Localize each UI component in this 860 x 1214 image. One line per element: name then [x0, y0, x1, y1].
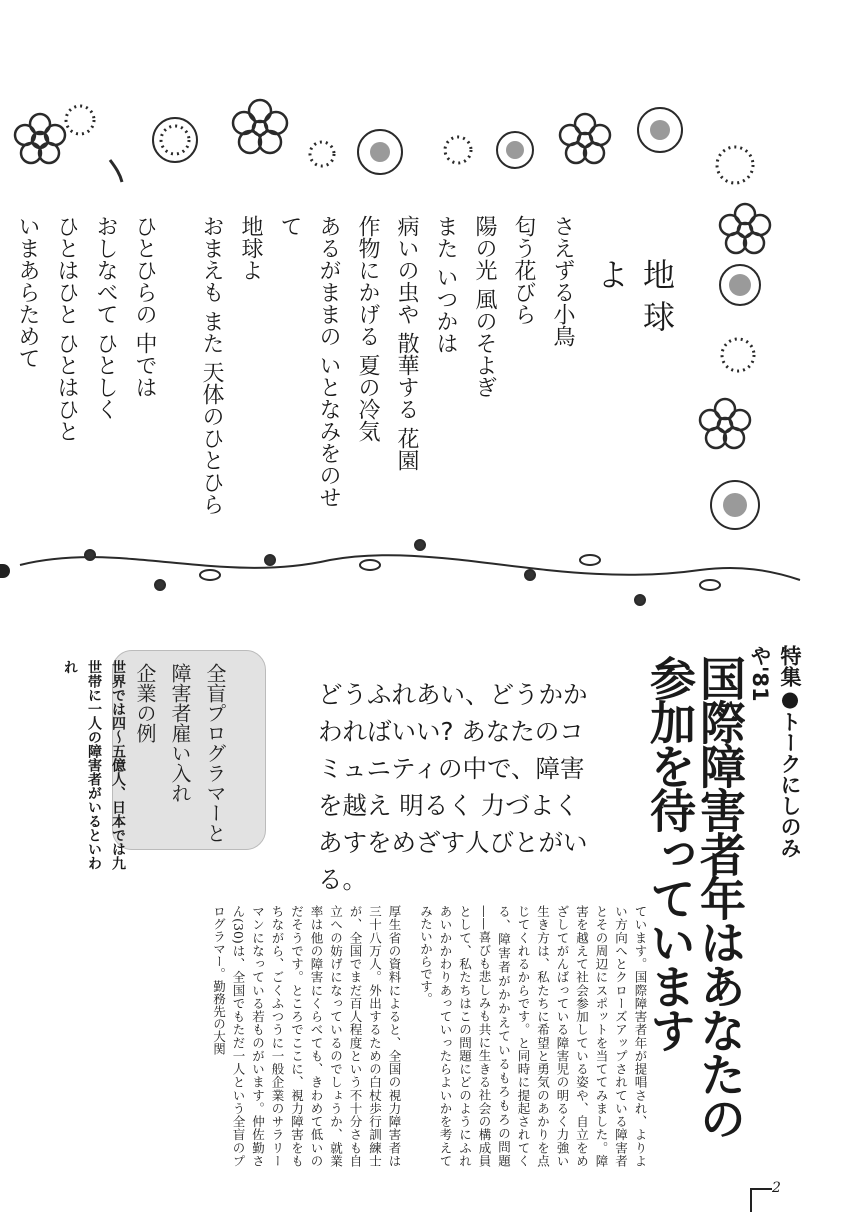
handwritten-caption-box — [112, 650, 266, 850]
berry-icon — [415, 540, 425, 550]
leaf-icon — [200, 570, 220, 580]
vine-line — [20, 555, 800, 580]
title-line: 国際障害者年はあなたの — [693, 655, 747, 1139]
feature-label: 特集●トークにしのみや'81 — [748, 645, 802, 858]
poem-stanza-2 — [8, 215, 164, 515]
poem-line: 陽の光 風のそよぎ — [472, 215, 497, 398]
leaf-icon — [110, 160, 122, 182]
title-line: 参加を待っています — [643, 655, 697, 1051]
poem-line: さえずる小鳥 — [550, 215, 575, 347]
flower-icon — [720, 265, 760, 305]
flower-icon — [720, 204, 770, 253]
article-body — [30, 905, 650, 1167]
leaf-icon — [700, 580, 720, 590]
poem-line: あるがままの いとなみをのせて — [277, 215, 341, 508]
poem-line: 病いの虫や 散華する 花園 — [394, 215, 419, 471]
bottom-vine-row — [20, 540, 800, 605]
berry-icon — [525, 570, 535, 580]
page-number: 2 — [772, 1180, 781, 1196]
flower-icon — [358, 130, 402, 174]
side-note-line: 世界では四〜五億人、日本では九 — [110, 660, 126, 870]
berry-icon — [265, 555, 275, 565]
handwritten-caption — [127, 663, 232, 843]
caption-line: 障害者雇い入れ — [168, 663, 192, 803]
poem-line: いまあらためて — [15, 215, 40, 369]
berry-icon — [155, 580, 165, 590]
flower-icon — [638, 108, 682, 152]
side-note — [58, 660, 130, 870]
page-corner-mark — [750, 1188, 772, 1212]
caption-line: 全盲プログラマーと — [203, 663, 227, 843]
poem-line: 作物にかげる 夏の冷気 — [355, 215, 380, 442]
flower-icon — [497, 132, 533, 168]
side-note-line: 世帯に一人の障害者がいるといわれ — [62, 660, 102, 870]
poem-line: 地球よ — [238, 215, 263, 281]
lead-paragraph: どうふれあい、どうかかわればいい? あなたのコミュニティの中で、障害を越え 明るく 力づよく あすをめざす人びとがいる。 — [318, 680, 588, 894]
poem-line: ひとひらの 中では — [132, 215, 157, 398]
dotted-circle-icon — [717, 147, 753, 183]
berry-icon — [635, 595, 645, 605]
flower-icon — [560, 114, 610, 163]
caption-line: 企業の例 — [133, 663, 157, 743]
poem-line: おしなべて ひとしく — [93, 215, 118, 420]
poem-line: ひとはひと ひとはひと — [54, 215, 79, 442]
poem-stanza-1 — [192, 215, 582, 515]
poem-line: おまえも また 天体のひとひら — [199, 215, 224, 515]
body-paragraph: ています。国際障害者年が提唱され、よりよい方向へとクローズアップされている障害者とその周辺にスポットを当ててみました。障害を越えて社会参加している姿や、自立をめざしてがんばっている障害児の明るく力強い生き方は、私たちに希望と勇気のあかりを点じてくれるからです。と同時に提起されてくる、障害者がかかえているもろもろの問題——喜びも悲しみも共に生きる社会の構成員として、私たちはこの問題にどのようにふれあいかかわりあっていったらよいかを考えてみたいからです。 — [418, 905, 648, 1167]
leaf-icon — [580, 555, 600, 565]
berry-icon — [85, 550, 95, 560]
dotted-circle-icon — [445, 137, 471, 163]
flower-icon — [153, 118, 197, 162]
flower-icon — [233, 100, 287, 153]
body-paragraph: 厚生省の資料によると、全国の視力障害者は三十八万人。外出するための白杖歩行訓練士が、全国でまだ百人程度という不十分さも自立への妨げになっているのでしょうか、就業率は他の障害にくらべても、きわめて低いのだそうです。ところでここに、視力障害をもちながら、ごくふつうに一般企業のサラリーマンになっている若ものがいます。仲佐勤さん(30)は、全国でもただ一人という全盲のプログラマー。勤務先の大関 — [211, 905, 402, 1167]
leaf-icon — [360, 560, 380, 570]
right-flower-column — [700, 204, 770, 529]
flower-icon — [700, 399, 750, 448]
dotted-circle-icon — [722, 339, 754, 371]
article-title — [643, 655, 747, 1155]
poem-title: 地球よ — [592, 258, 676, 342]
paragraph-gap — [404, 905, 416, 1167]
dotted-circle-icon — [66, 106, 94, 134]
flower-icon — [15, 114, 65, 163]
poem-line: 匂う花びら — [511, 215, 536, 325]
poem-line: また いつかは — [433, 215, 458, 354]
top-flower-row — [15, 100, 753, 183]
flower-icon — [711, 481, 759, 529]
dotted-circle-icon — [310, 142, 334, 166]
poem-body — [15, 215, 582, 515]
